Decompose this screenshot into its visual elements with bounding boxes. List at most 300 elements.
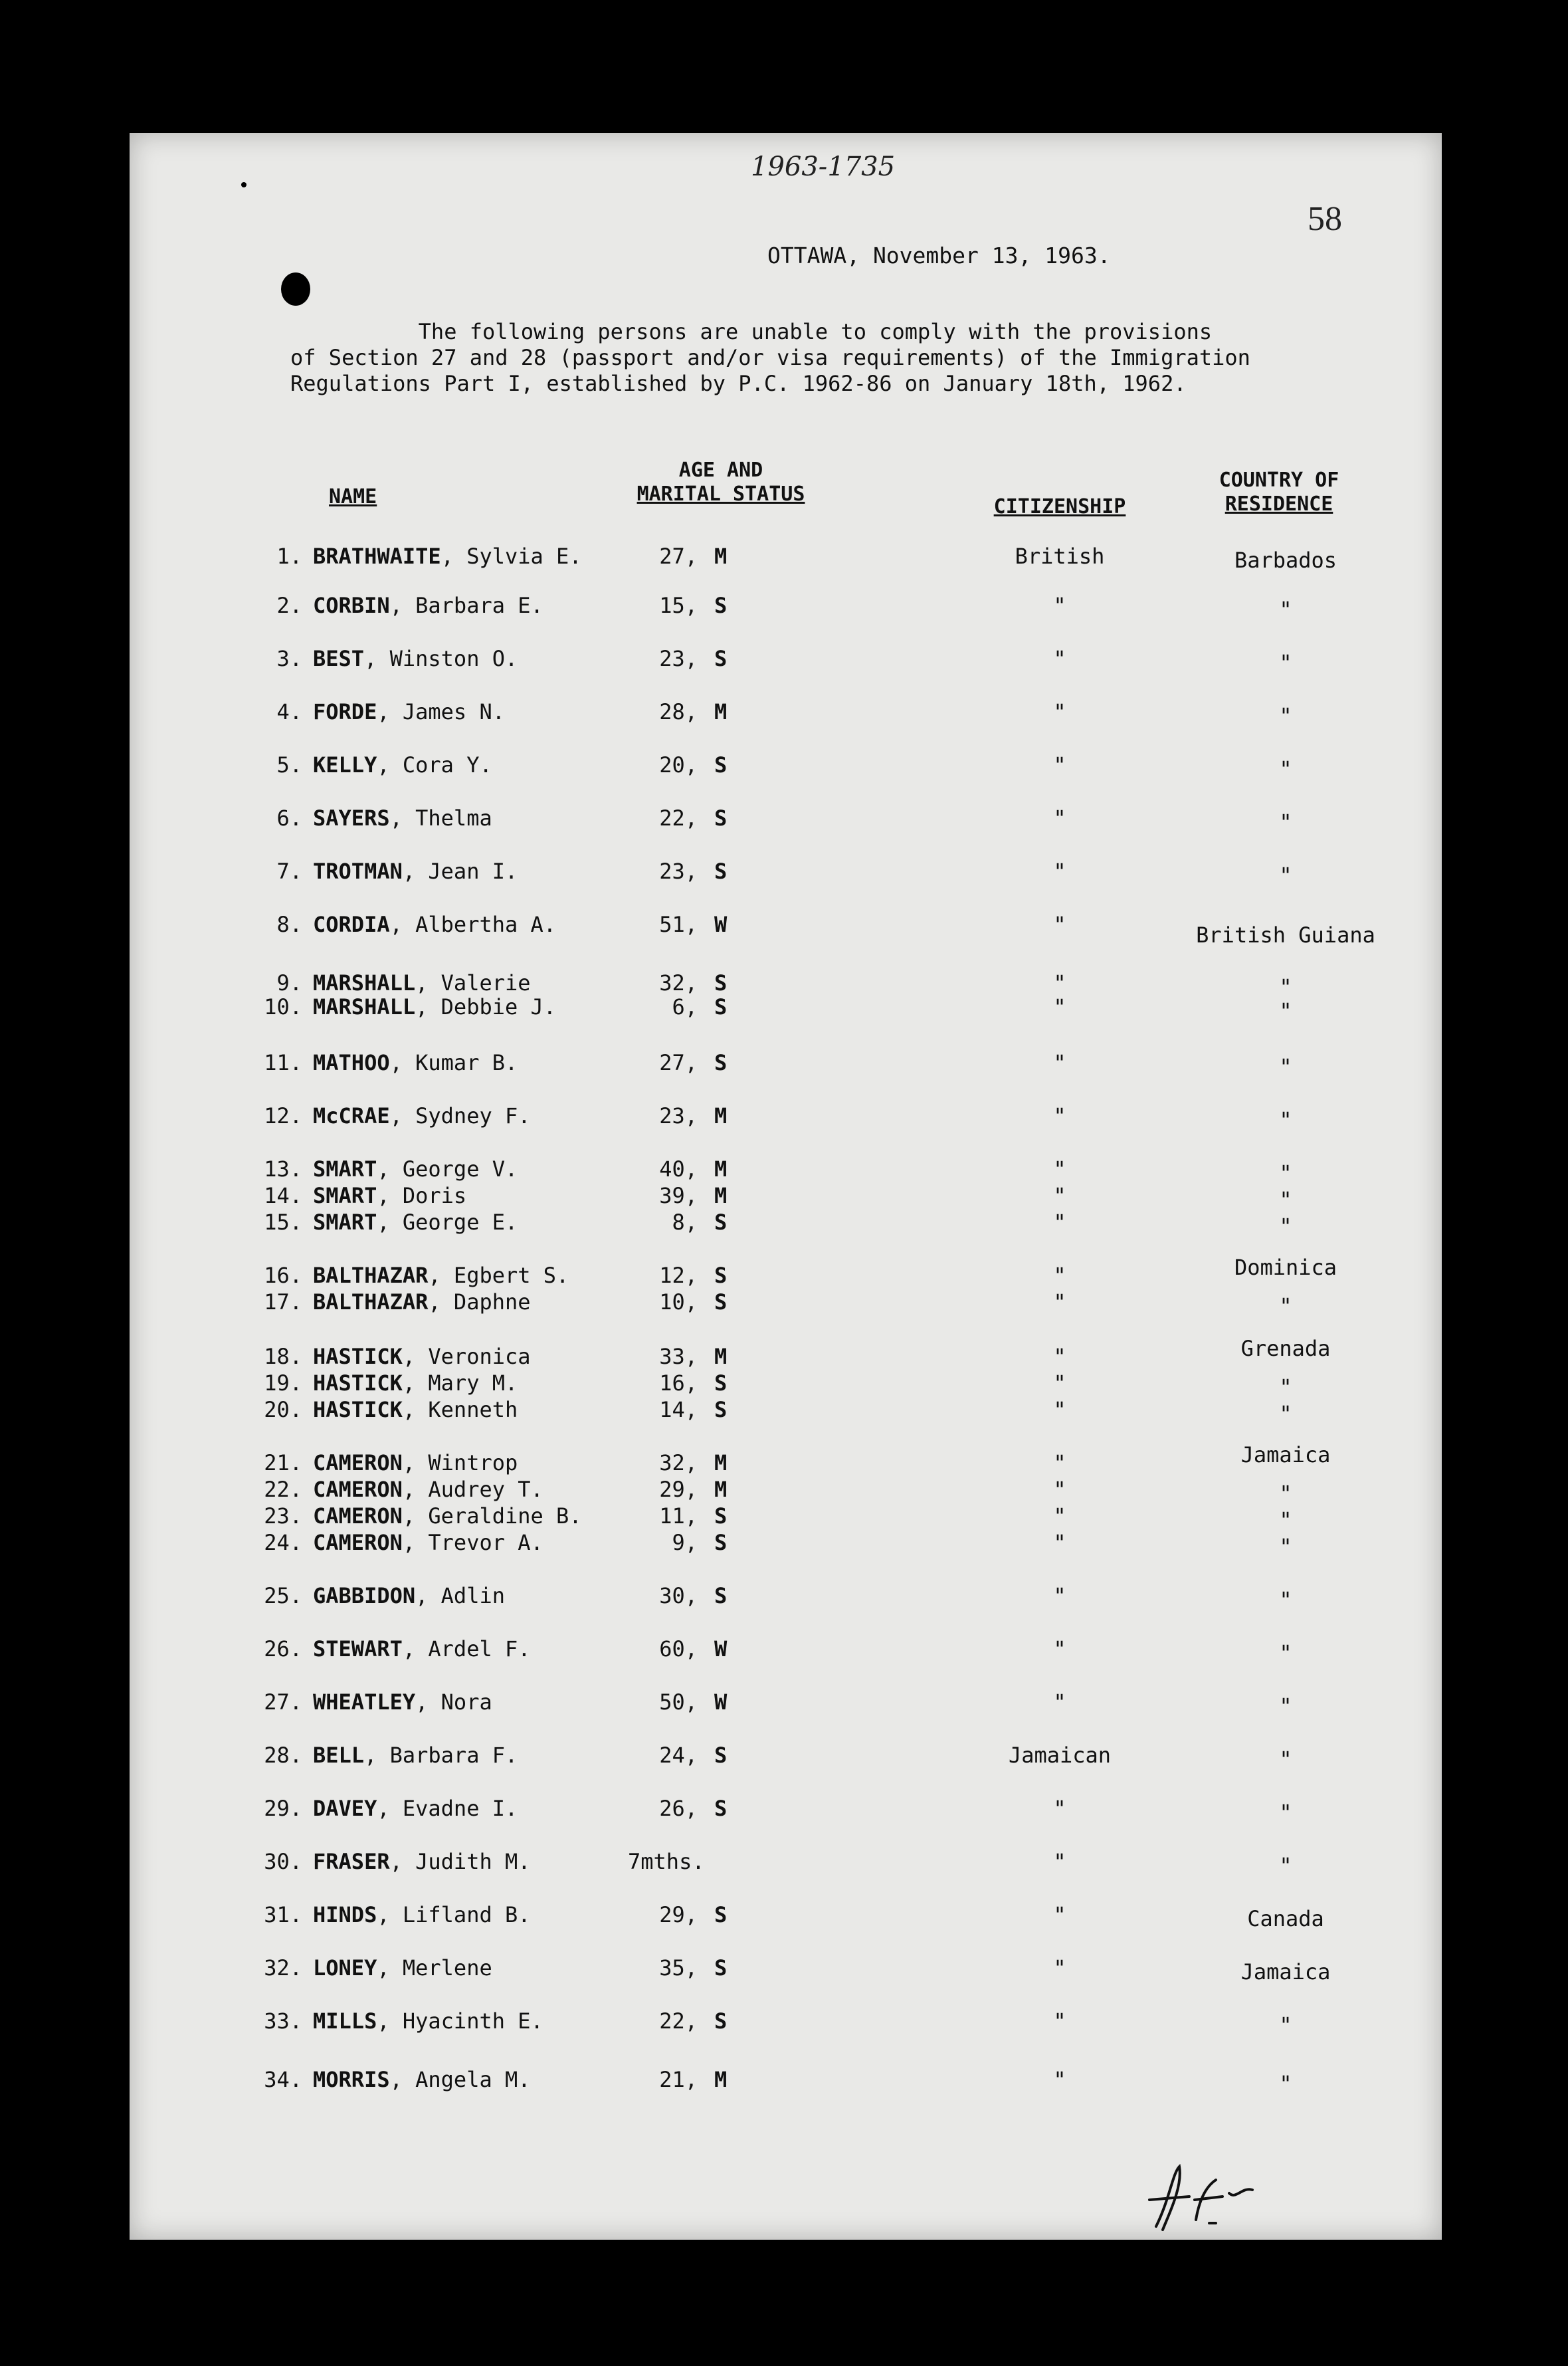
citizenship: "	[1053, 1636, 1066, 1662]
marital-status: W	[714, 912, 728, 937]
surname: CAMERON	[313, 1503, 403, 1529]
table-row	[130, 1503, 1442, 1531]
citizenship: "	[1053, 1689, 1066, 1715]
row-number: 15.	[264, 1210, 302, 1235]
surname: BRATHWAITE	[313, 544, 441, 569]
citizenship: "	[1053, 1344, 1066, 1369]
surname: FRASER	[313, 1849, 390, 1874]
age: 40,	[659, 1156, 698, 1182]
person-name	[313, 806, 492, 831]
country-of-residence: "	[1279, 1587, 1292, 1612]
country-of-residence: "	[1279, 597, 1292, 622]
given-names: , Hyacinth E.	[377, 2008, 543, 2034]
table-row	[130, 699, 1442, 727]
age: 7mths.	[628, 1849, 705, 1874]
person-name	[313, 699, 505, 724]
person-name	[313, 970, 531, 996]
given-names: , Wintrop	[402, 1450, 518, 1475]
age: 6,	[672, 994, 698, 1020]
given-names: , Audrey T.	[402, 1477, 543, 1502]
header-citizenship: CITIZENSHIP	[993, 495, 1126, 518]
table-row	[130, 1530, 1442, 1558]
person-name	[313, 1050, 518, 1075]
table-row	[130, 1636, 1442, 1664]
age: 10,	[659, 1289, 698, 1315]
row-number: 28.	[264, 1743, 302, 1768]
marital-status: S	[714, 1743, 728, 1768]
table-row	[130, 912, 1442, 948]
marital-status: S	[714, 1289, 728, 1315]
given-names: , Albertha A.	[389, 912, 557, 937]
intro-line: of Section 27 and 28 (passport and/or visa requirements) of the Immigration	[290, 345, 1250, 370]
age: 30,	[659, 1583, 698, 1608]
row-number: 2.	[276, 593, 302, 618]
age: 29,	[659, 1477, 698, 1502]
surname: SMART	[313, 1210, 377, 1235]
country-of-residence: "	[1279, 1507, 1292, 1533]
person-name	[313, 1849, 531, 1874]
person-name	[313, 859, 518, 884]
given-names: , Barbara F.	[364, 1743, 518, 1768]
given-names: , Valerie	[415, 970, 531, 996]
surname: MORRIS	[313, 2067, 390, 2092]
citizenship: "	[1053, 1503, 1066, 1529]
citizenship: "	[1053, 1156, 1066, 1182]
marital-status: S	[714, 1370, 728, 1396]
given-names: , Evadne I.	[377, 1796, 518, 1821]
marital-status: S	[714, 593, 728, 618]
age: 32,	[659, 970, 698, 996]
punch-hole	[281, 272, 310, 306]
table-row	[130, 859, 1442, 887]
country-of-residence: "	[1279, 974, 1292, 1000]
country-of-residence: "	[1279, 1853, 1292, 1878]
country-of-residence: "	[1279, 809, 1292, 835]
marital-status: M	[714, 699, 728, 724]
country-of-residence: "	[1279, 998, 1292, 1023]
row-number: 24.	[264, 1530, 302, 1555]
given-names: , Jean I.	[402, 859, 518, 884]
person-name	[313, 1289, 531, 1315]
citizenship: "	[1053, 1477, 1066, 1502]
row-number: 32.	[264, 1955, 302, 1981]
citizenship: "	[1053, 2008, 1066, 2034]
table-row	[130, 1955, 1442, 1983]
surname: STEWART	[313, 1636, 403, 1662]
marital-status: S	[714, 1263, 728, 1288]
row-number: 11.	[264, 1050, 302, 1075]
citizenship: "	[1053, 859, 1066, 884]
surname: HASTICK	[313, 1370, 403, 1396]
surname: MATHOO	[313, 1050, 390, 1075]
age: 22,	[659, 806, 698, 831]
citizenship: "	[1053, 1902, 1066, 1927]
person-name	[313, 1743, 518, 1768]
citizenship: "	[1053, 1796, 1066, 1821]
given-names: , Merlene	[377, 1955, 492, 1981]
given-names: , Angela M.	[389, 2067, 531, 2092]
table-row	[130, 1210, 1442, 1237]
marital-status: S	[714, 859, 728, 884]
handwritten-initials	[1143, 2160, 1276, 2240]
person-name	[313, 1263, 569, 1288]
row-number: 30.	[264, 1849, 302, 1874]
country-of-residence: "	[1279, 703, 1292, 728]
citizenship: "	[1053, 1103, 1066, 1129]
surname: FORDE	[313, 699, 377, 724]
age: 26,	[659, 1796, 698, 1821]
citizenship: "	[1053, 806, 1066, 831]
age: 27,	[659, 1050, 698, 1075]
table-row	[130, 593, 1442, 621]
surname: CAMERON	[313, 1450, 403, 1475]
person-name	[313, 912, 556, 937]
citizenship: "	[1053, 2067, 1066, 2092]
table-row	[130, 2067, 1442, 2095]
row-number: 26.	[264, 1636, 302, 1662]
age: 29,	[659, 1902, 698, 1927]
country-of-residence: "	[1279, 1187, 1292, 1212]
given-names: , Doris	[377, 1183, 467, 1208]
age: 51,	[659, 912, 698, 937]
age: 39,	[659, 1183, 698, 1208]
country-of-residence: Jamaica	[1240, 1959, 1331, 1985]
person-name	[313, 1689, 492, 1715]
row-number: 31.	[264, 1902, 302, 1927]
citizenship: British	[1015, 544, 1105, 569]
citizenship: "	[1053, 1289, 1066, 1315]
age: 23,	[659, 1103, 698, 1129]
table-row	[130, 806, 1442, 833]
row-number: 34.	[264, 2067, 302, 2092]
row-number: 21.	[264, 1450, 302, 1475]
header-name: NAME	[329, 485, 377, 508]
row-number: 13.	[264, 1156, 302, 1182]
person-name	[313, 752, 492, 778]
intro-line: Regulations Part I, established by P.C. 1962-86 on January 18th, 1962.	[290, 371, 1187, 396]
surname: CORBIN	[313, 593, 390, 618]
surname: CAMERON	[313, 1530, 403, 1555]
person-name	[313, 544, 582, 569]
row-number: 29.	[264, 1796, 302, 1821]
header-country-line2: RESIDENCE	[1225, 492, 1333, 516]
surname: MARSHALL	[313, 970, 416, 996]
citizenship: "	[1053, 752, 1066, 778]
age: 28,	[659, 699, 698, 724]
age: 21,	[659, 2067, 698, 2092]
citizenship: "	[1053, 1530, 1066, 1555]
country-of-residence: Canada	[1247, 1906, 1324, 1931]
header-country-residence	[1186, 469, 1372, 516]
row-number: 18.	[264, 1344, 302, 1369]
age: 22,	[659, 2008, 698, 2034]
row-number: 17.	[264, 1289, 302, 1315]
table-row	[130, 1849, 1442, 1877]
country-of-residence: "	[1279, 1401, 1292, 1426]
ink-dot	[241, 182, 246, 187]
person-name	[313, 2067, 531, 2092]
given-names: , James N.	[377, 699, 505, 724]
surname: WHEATLEY	[313, 1689, 416, 1715]
given-names: , Nora	[415, 1689, 492, 1715]
row-number: 8.	[276, 912, 302, 937]
surname: TROTMAN	[313, 859, 403, 884]
person-name	[313, 1636, 531, 1662]
table-row	[130, 1397, 1442, 1425]
country-of-residence: "	[1279, 650, 1292, 675]
country-of-residence: "	[1279, 1160, 1292, 1186]
document-page	[130, 133, 1442, 2240]
given-names: , Adlin	[415, 1583, 505, 1608]
table-row	[130, 1477, 1442, 1505]
marital-status: S	[714, 1583, 728, 1608]
row-number: 9.	[276, 970, 302, 996]
header-age-line1: AGE AND	[678, 459, 763, 482]
citizenship: "	[1053, 646, 1066, 671]
surname: HINDS	[313, 1902, 377, 1927]
country-of-residence: "	[1279, 1293, 1292, 1319]
table-row	[130, 1103, 1442, 1131]
person-name	[313, 994, 556, 1020]
row-number: 7.	[276, 859, 302, 884]
person-name	[313, 1503, 582, 1529]
marital-status: M	[714, 544, 728, 569]
person-name	[313, 1210, 518, 1235]
age: 23,	[659, 859, 698, 884]
citizenship: "	[1053, 1583, 1066, 1608]
citizenship: "	[1053, 593, 1066, 618]
surname: CAMERON	[313, 1477, 403, 1502]
surname: CORDIA	[313, 912, 390, 937]
table-row	[130, 1583, 1442, 1611]
handwritten-reference: 1963-1735	[751, 152, 896, 182]
citizenship: "	[1053, 912, 1066, 937]
person-name	[313, 1583, 505, 1608]
given-names: , Lifland B.	[377, 1902, 531, 1927]
given-names: , Egbert S.	[428, 1263, 569, 1288]
table-row	[130, 1183, 1442, 1211]
surname: BEST	[313, 646, 365, 671]
surname: BALTHAZAR	[313, 1263, 429, 1288]
row-number: 1.	[276, 544, 302, 569]
country-of-residence: Barbados	[1234, 548, 1337, 573]
surname: McCRAE	[313, 1103, 390, 1129]
country-of-residence: "	[1279, 1747, 1292, 1772]
country-of-residence: "	[1279, 863, 1292, 888]
age: 20,	[659, 752, 698, 778]
surname: HASTICK	[313, 1344, 403, 1369]
country-of-residence: Jamaica	[1240, 1442, 1331, 1467]
marital-status: M	[714, 1156, 728, 1182]
country-of-residence: "	[1279, 756, 1292, 782]
person-name	[313, 1477, 543, 1502]
given-names: , Kumar B.	[389, 1050, 518, 1075]
page-number: 58	[1308, 200, 1342, 238]
row-number: 10.	[264, 994, 302, 1020]
surname: KELLY	[313, 752, 377, 778]
country-of-residence: "	[1279, 1693, 1292, 1719]
person-name	[313, 1902, 531, 1927]
given-names: , Barbara E.	[389, 593, 543, 618]
given-names: , Kenneth	[402, 1397, 518, 1422]
marital-status: S	[714, 970, 728, 996]
marital-status: M	[714, 1183, 728, 1208]
table-row	[130, 646, 1442, 674]
row-number: 14.	[264, 1183, 302, 1208]
country-of-residence: British Guiana	[1196, 922, 1375, 948]
row-number: 12.	[264, 1103, 302, 1129]
given-names: , Thelma	[389, 806, 492, 831]
marital-status: M	[714, 1450, 728, 1475]
given-names: , George E.	[377, 1210, 518, 1235]
marital-status: S	[714, 994, 728, 1020]
country-of-residence: "	[1279, 1374, 1292, 1400]
marital-status: S	[714, 1530, 728, 1555]
header-age-line2: MARITAL STATUS	[637, 483, 805, 506]
table-row	[130, 1050, 1442, 1078]
citizenship: "	[1053, 1450, 1066, 1475]
country-of-residence: "	[1279, 1054, 1292, 1079]
marital-status: S	[714, 752, 728, 778]
surname: BALTHAZAR	[313, 1289, 429, 1315]
marital-status: S	[714, 1397, 728, 1422]
row-number: 16.	[264, 1263, 302, 1288]
age: 27,	[659, 544, 698, 569]
surname: DAVEY	[313, 1796, 377, 1821]
age: 8,	[672, 1210, 698, 1235]
table-row	[130, 1743, 1442, 1771]
given-names: , Winston O.	[364, 646, 518, 671]
country-of-residence: "	[1279, 2071, 1292, 2096]
row-number: 20.	[264, 1397, 302, 1422]
person-name	[313, 1796, 518, 1821]
age: 12,	[659, 1263, 698, 1288]
person-name	[313, 1450, 518, 1475]
row-number: 5.	[276, 752, 302, 778]
citizenship: Jamaican	[1008, 1743, 1112, 1768]
given-names: , Trevor A.	[402, 1530, 543, 1555]
row-number: 33.	[264, 2008, 302, 2034]
surname: MILLS	[313, 2008, 377, 2034]
given-names: , Geraldine B.	[402, 1503, 582, 1529]
age: 9,	[672, 1530, 698, 1555]
table-row	[130, 1442, 1442, 1478]
table-row	[130, 1255, 1442, 1291]
surname: GABBIDON	[313, 1583, 416, 1608]
country-of-residence: "	[1279, 1481, 1292, 1506]
marital-status: S	[714, 1050, 728, 1075]
citizenship: "	[1053, 1849, 1066, 1874]
citizenship: "	[1053, 1210, 1066, 1235]
citizenship: "	[1053, 1050, 1066, 1075]
table-row	[130, 1156, 1442, 1184]
given-names: , Mary M.	[402, 1370, 518, 1396]
age: 14,	[659, 1397, 698, 1422]
table-row	[130, 1796, 1442, 1824]
age: 35,	[659, 1955, 698, 1981]
row-number: 3.	[276, 646, 302, 671]
age: 24,	[659, 1743, 698, 1768]
row-number: 4.	[276, 699, 302, 724]
surname: SMART	[313, 1183, 377, 1208]
marital-status: W	[714, 1636, 728, 1662]
person-name	[313, 593, 543, 618]
age: 15,	[659, 593, 698, 618]
given-names: , Daphne	[428, 1289, 531, 1315]
age: 33,	[659, 1344, 698, 1369]
intro-line: The following persons are unable to comply with the provisions	[290, 319, 1213, 344]
age: 32,	[659, 1450, 698, 1475]
surname: LONEY	[313, 1955, 377, 1981]
row-number: 6.	[276, 806, 302, 831]
age: 11,	[659, 1503, 698, 1529]
citizenship: "	[1053, 1370, 1066, 1396]
surname: SAYERS	[313, 806, 390, 831]
citizenship: "	[1053, 1183, 1066, 1208]
age: 50,	[659, 1689, 698, 1715]
country-of-residence: Grenada	[1240, 1336, 1331, 1361]
marital-status: W	[714, 1689, 728, 1715]
table-row	[130, 2008, 1442, 2036]
marital-status: S	[714, 1503, 728, 1529]
country-of-residence: "	[1279, 1214, 1292, 1239]
table-row	[130, 752, 1442, 780]
age: 60,	[659, 1636, 698, 1662]
table-row	[130, 1289, 1442, 1317]
marital-status: S	[714, 1796, 728, 1821]
person-name	[313, 1530, 543, 1555]
person-name	[313, 1344, 531, 1369]
table-row	[130, 1370, 1442, 1398]
person-name	[313, 1397, 518, 1422]
marital-status: M	[714, 1103, 728, 1129]
given-names: , Sylvia E.	[441, 544, 582, 569]
person-name	[313, 1183, 466, 1208]
marital-status: S	[714, 806, 728, 831]
given-names: , Cora Y.	[377, 752, 492, 778]
country-of-residence: Dominica	[1234, 1255, 1337, 1280]
header-country-line1: COUNTRY OF	[1219, 469, 1339, 492]
person-name	[313, 646, 518, 671]
age: 23,	[659, 646, 698, 671]
citizenship: "	[1053, 1955, 1066, 1981]
marital-status: S	[714, 1902, 728, 1927]
given-names: , George V.	[377, 1156, 518, 1182]
surname: SMART	[313, 1156, 377, 1182]
country-of-residence: "	[1279, 2012, 1292, 2038]
marital-status: M	[714, 2067, 728, 2092]
surname: MARSHALL	[313, 994, 416, 1020]
marital-status: M	[714, 1344, 728, 1369]
dateline: OTTAWA, November 13, 1963.	[767, 243, 1111, 269]
given-names: , Veronica	[402, 1344, 531, 1369]
row-number: 25.	[264, 1583, 302, 1608]
citizenship: "	[1053, 994, 1066, 1020]
given-names: , Sydney F.	[389, 1103, 531, 1129]
citizenship: "	[1053, 1397, 1066, 1422]
table-row	[130, 1689, 1442, 1717]
citizenship: "	[1053, 1263, 1066, 1288]
given-names: , Ardel F.	[402, 1636, 531, 1662]
age: 16,	[659, 1370, 698, 1396]
person-name	[313, 1103, 531, 1129]
row-number: 22.	[264, 1477, 302, 1502]
person-name	[313, 1370, 518, 1396]
marital-status: S	[714, 646, 728, 671]
marital-status: M	[714, 1477, 728, 1502]
table-row	[130, 994, 1442, 1022]
surname: BELL	[313, 1743, 365, 1768]
